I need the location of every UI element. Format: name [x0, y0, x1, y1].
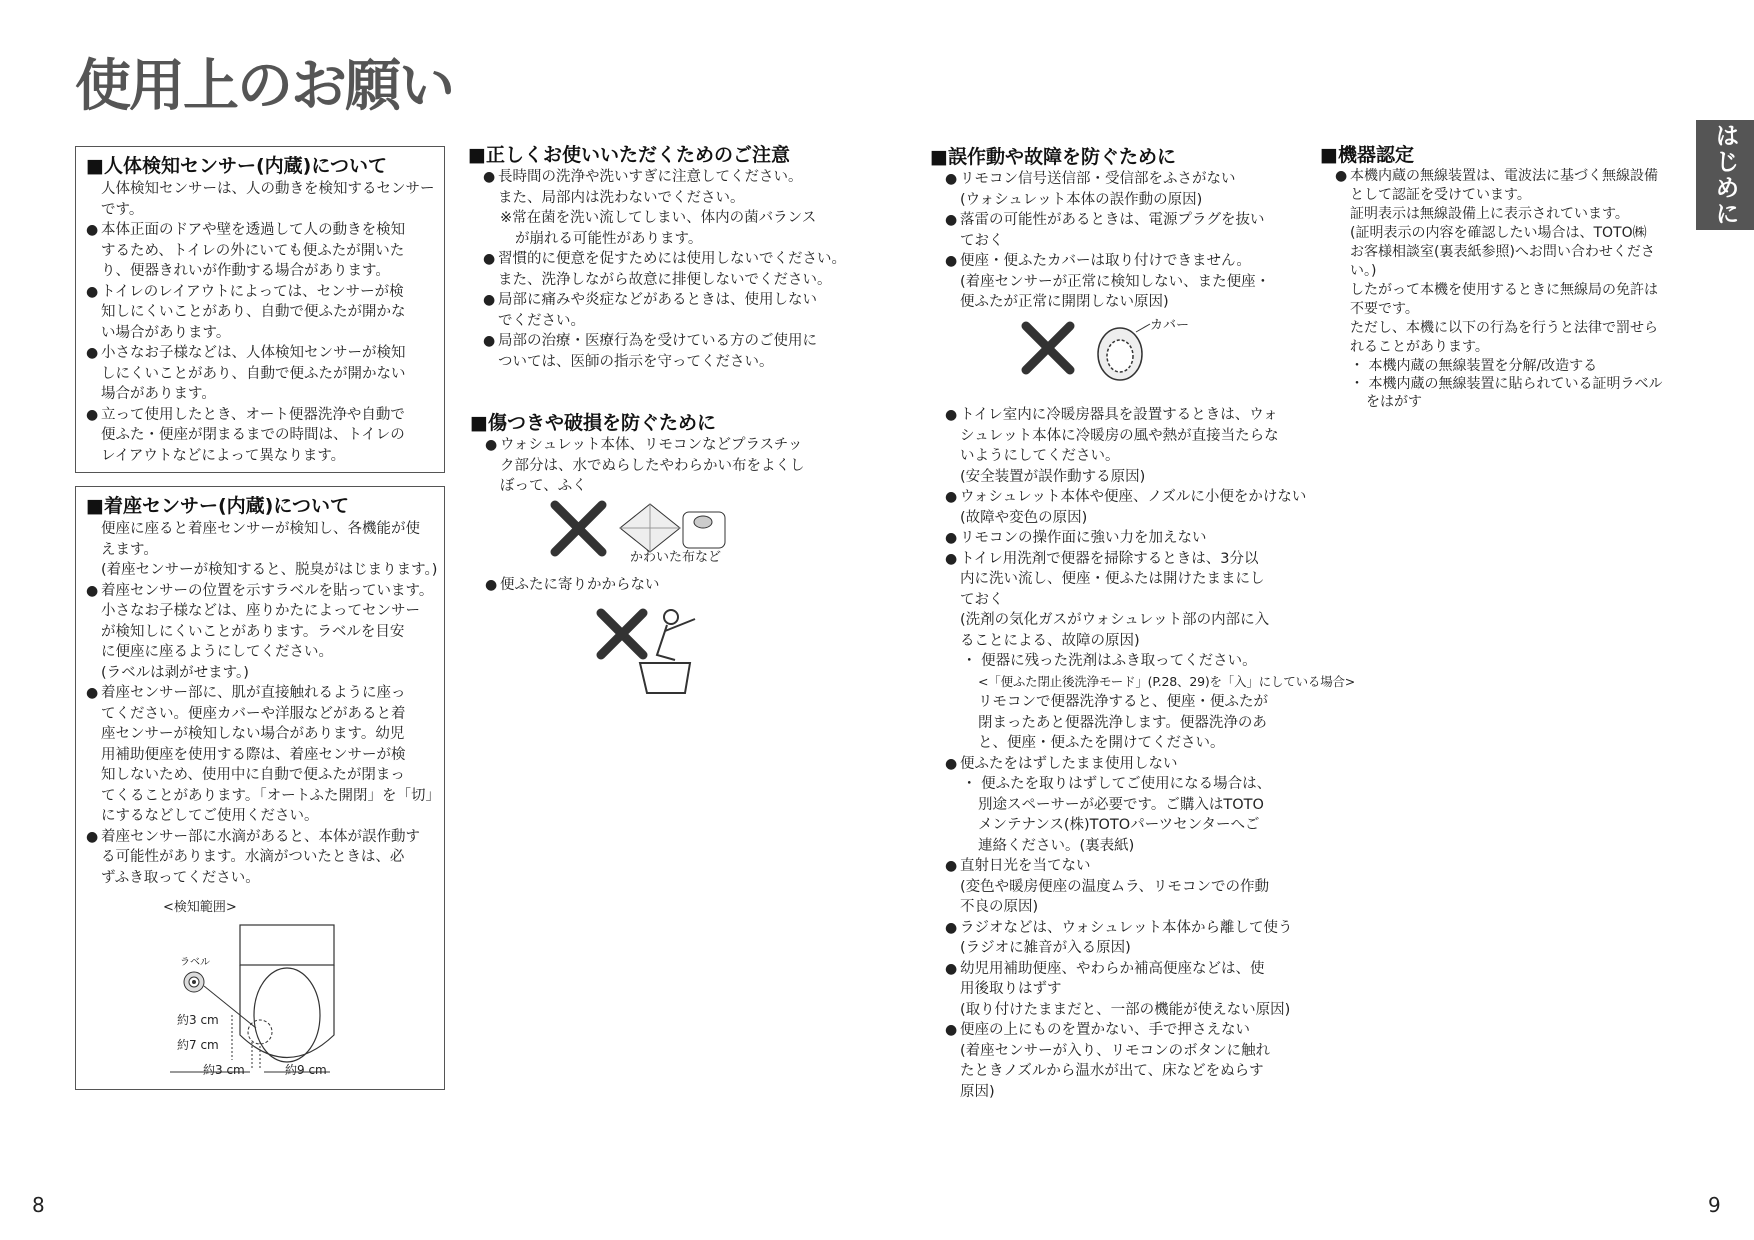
page-number-left: 8: [32, 1193, 45, 1217]
bullet: [468, 290, 828, 331]
no-lean-figure: [595, 605, 707, 695]
text-line: ※常在菌を洗い流してしまい、体内の菌バランス: [500, 210, 817, 226]
text-line: い場合があります。: [101, 324, 231, 341]
damage-prevention-section: [470, 411, 830, 497]
text-line: 場合があります。: [101, 386, 216, 402]
bullet: [930, 959, 1300, 1021]
no-lean-item: [470, 575, 830, 596]
text-line: ておく: [960, 232, 1004, 249]
dim-3cm-b: 約3 cm: [203, 1063, 245, 1077]
dim-9cm: 約9 cm: [285, 1063, 327, 1077]
text-line: ウォシュレット本体や便座、ノズルに小便をかけない: [960, 489, 1307, 505]
bullet-mark: ●: [86, 283, 99, 300]
text-line: 小さなお子様などは、座りかたによってセンサー: [101, 603, 420, 619]
text-line: が崩れる可能性があります。: [515, 230, 703, 247]
text-line: ぼって、ふく: [500, 478, 587, 494]
text-line: トイレ用洗剤で便器を掃除するときは、3分以: [960, 550, 1259, 567]
text-line: (安全装置が誤作動する原因): [960, 468, 1146, 485]
side-tab[interactable]: はじめに: [1696, 120, 1754, 230]
sub-item: [930, 774, 1300, 856]
bullet-mark: ●: [945, 919, 958, 936]
cover-caption: カバー: [1150, 318, 1190, 333]
text-line: 便ふたが正常に開閉しない原因): [960, 294, 1169, 310]
text-line: てくることがあります。「オートふた開閉」を「切」: [101, 787, 441, 804]
text-line: メンテナンス(株)TOTOパーツセンターへご: [978, 817, 1260, 833]
text-line: 習慣的に便意を促すためには使用しないでください。: [498, 251, 846, 267]
text-line: シュレット本体に冷暖房の風や熱が直接当たらな: [960, 427, 1279, 444]
bullet-mark: ●: [86, 828, 99, 845]
text-line: (着座センサーが正常に検知しない、また便座・: [960, 273, 1271, 290]
bullet-mark: ●: [945, 1022, 958, 1038]
text-line: 便ふたをはずしたまま使用しない: [960, 755, 1178, 772]
page-number-right: 9: [1708, 1193, 1721, 1217]
text-line: 長時間の洗浄や洗いすぎに注意してください。: [498, 169, 803, 185]
bullet-mark: ●: [1335, 168, 1348, 184]
bullet: [930, 405, 1300, 487]
text-line: 不良の原因): [960, 899, 1039, 915]
sub-text: [930, 692, 1300, 754]
malfunction-prevention-list: [930, 405, 1356, 1102]
list-item: ・ 本機内蔵の無線装置に貼られている証明ラベル: [1350, 376, 1663, 392]
text-line: 立って使用したとき、オート便器洗浄や自動で: [101, 406, 405, 423]
text-line: 局部の治療・医療行為を受けている方のご使用に: [498, 333, 817, 349]
text-line: お客様相談室(裏表紙参照)へお問い合わせくださ: [1350, 244, 1655, 260]
prohibited-x-icon: [1026, 326, 1070, 370]
bullet-mark: ●: [945, 253, 958, 269]
text-line: てください。便座カバーや洋服などがあると着: [101, 705, 406, 722]
text-line: リモコン信号送信部・受信部をふさがない: [960, 171, 1236, 187]
prohibited-x-icon: [601, 613, 643, 655]
bullet: [86, 405, 436, 467]
text-line: ・ 便ふたを取りはずしてご使用になる場合は、: [962, 776, 1272, 792]
intro-line: 便座に座ると着座センサーが検知し、各機能が使: [101, 521, 420, 537]
bullet: [930, 754, 1300, 775]
text-line: (証明表示の内容を確認したい場合は、TOTO㈱: [1350, 225, 1647, 241]
bullet-mark: ●: [86, 345, 99, 361]
text-line: しにくいことがあり、自動で便ふたが開かない: [101, 365, 406, 382]
bullet-mark: ●: [86, 406, 99, 423]
text-line: (取り付けたままだと、一部の機能が使えない原因): [960, 1001, 1291, 1018]
text-line: ついては、医師の指示を守ってください。: [498, 353, 774, 370]
text-line: 局部に痛みや炎症などがあるときは、使用しない: [498, 292, 817, 308]
malfunction-prevention-section: [930, 145, 1300, 313]
bullet-mark: ●: [485, 577, 498, 593]
text-line: 便座・便ふたカバーは取り付けできません。: [960, 253, 1251, 269]
text-line: 閉まったあと便器洗浄します。便器洗浄のあ: [978, 714, 1267, 731]
bullet: [930, 856, 1300, 918]
text-line: (ウォシュレット本体の誤作動の原因): [960, 191, 1203, 208]
bullet: [470, 575, 830, 596]
text-line: 用後取りはずす: [960, 981, 1062, 997]
bullet: [468, 331, 828, 372]
bullet: [930, 918, 1300, 959]
text-line: たときノズルから温水が出て、床などをぬらす: [960, 1063, 1264, 1079]
text-line: 内に洗い流し、便座・便ふたは開けたままにし: [960, 571, 1265, 587]
text-line: リモコンで便器洗浄すると、便座・便ふたが: [978, 694, 1268, 710]
text-line: 証明表示は無線設備上に表示されています。: [1350, 206, 1629, 222]
text-line: 別途スペーサーが必要です。ご購入はTOTO: [978, 796, 1264, 813]
certification-section: [1320, 143, 1690, 411]
text-line: ておく: [960, 591, 1004, 608]
text-line: ク部分は、水でぬらしたやわらかい布をよくし: [500, 457, 805, 474]
bullet: [468, 249, 846, 290]
list-item: をはがす: [1366, 394, 1422, 410]
bullet-mark: ●: [945, 755, 958, 772]
text-line: にするなどしてご使用ください。: [101, 808, 319, 824]
bullet: [86, 827, 436, 889]
sensor-area: [248, 1020, 272, 1044]
text-line: 本機内蔵の無線装置は、電波法に基づく無線設備: [1350, 168, 1658, 184]
text-line: 便座の上にものを置かない、手で押さえない: [960, 1022, 1250, 1038]
bullet-mark: ●: [945, 489, 958, 505]
text-line: 着座センサーの位置を示すラベルを貼っています。: [101, 582, 434, 599]
text-line: 不要です。: [1350, 301, 1419, 317]
bullet: [470, 435, 830, 497]
bullet: [930, 251, 1300, 313]
text-line: トイレ室内に冷暖房器具を設置するときは、ウォ: [960, 407, 1278, 423]
text-line: 知しないため、使用中に自動で便ふたが閉まっ: [101, 767, 405, 783]
bullet-mark: ●: [86, 222, 99, 238]
no-cover-figure: [1020, 318, 1160, 384]
text-line: トイレのレイアウトによっては、センサーが検: [101, 283, 404, 300]
bullet-mark: ●: [945, 960, 958, 977]
text-line: と、便座・便ふたを開けてください。: [978, 735, 1225, 751]
text-line: (着座センサーが入り、リモコンのボタンに触れ: [960, 1042, 1271, 1059]
section-heading: ■機器認定: [1320, 144, 1414, 166]
text-line: に便座に座るようにしてください。: [101, 644, 333, 660]
text-line: するため、トイレの外にいても便ふたが開いた: [101, 242, 405, 259]
intro-line: です。: [101, 201, 144, 218]
bullet-mark: ●: [86, 582, 99, 599]
text-line: (ラジオに雑音が入る原因): [960, 940, 1131, 956]
seat-cover-icon: [1098, 328, 1142, 380]
text-line: また、局部内は洗わないでください。: [498, 189, 745, 206]
tissue-roll-icon: [683, 512, 725, 548]
text-line: したがって本機を使用するときに無線局の免許は: [1350, 282, 1658, 298]
human-sensor-section: [75, 146, 445, 473]
text-line: が検知しにくいことがあります。ラベルを目安: [101, 623, 405, 640]
intro-line: えます。: [101, 541, 158, 558]
section-heading: ■正しくお使いいただくためのご注意: [468, 144, 790, 166]
text-line: ラジオなどは、ウォシュレット本体から離して使う: [960, 919, 1293, 936]
bullet: [86, 581, 436, 684]
bullet: [930, 487, 1307, 528]
text-line: (洗剤の気化ガスがウォシュレット部の内部に入: [960, 612, 1270, 628]
text-line: 小さなお子様などは、人体検知センサーが検知: [101, 345, 406, 361]
text-line: 幼児用補助便座、やわらか補高便座などは、使: [960, 960, 1265, 977]
text-line: ただし、本機に以下の行為を行うと法律で罰せら: [1350, 320, 1658, 336]
cloth-caption: かわいた布など: [630, 550, 722, 565]
dim-3cm-a: 約3 cm: [177, 1013, 219, 1027]
bullet: [86, 683, 441, 827]
seat-diagram: [170, 920, 350, 1080]
bullet: [930, 528, 1300, 549]
section-heading: ■誤作動や故障を防ぐために: [930, 146, 1176, 168]
range-label: <検知範囲>: [163, 900, 237, 915]
section-heading: ■傷つきや破損を防ぐために: [470, 412, 716, 434]
dim-7cm: 約7 cm: [177, 1038, 219, 1052]
text-line: レイアウトなどによって異なります。: [101, 447, 346, 464]
bullet-mark: ●: [945, 550, 958, 567]
leaning-person-icon: [640, 610, 695, 693]
tank-outline: [240, 925, 334, 965]
text-line: い。): [1350, 263, 1377, 279]
bullet-mark: ●: [86, 685, 99, 701]
text-line: れることがあります。: [1350, 339, 1489, 355]
section-heading: ■着座センサー(内蔵)について: [86, 495, 349, 517]
text-line: 用補助便座を使用する際は、着座センサーが検: [101, 746, 406, 763]
text-line: (ラベルは剥がせます。): [101, 664, 249, 681]
bullet: [468, 167, 828, 208]
cert-items: [1320, 357, 1690, 411]
usage-caution-section: [468, 143, 846, 372]
bullet: [86, 282, 436, 344]
list-item: ・ 本機内蔵の無線装置を分解/改造する: [1350, 358, 1598, 374]
text-line: 便ふたに寄りかからない: [500, 577, 660, 593]
text-line: 連絡ください。(裏表紙): [978, 837, 1135, 854]
text-line: また、洗浄しながら故意に排便しないでください。: [498, 271, 832, 288]
bullet-mark: ●: [483, 333, 496, 349]
section-heading: ■人体検知センサー(内蔵)について: [86, 155, 387, 177]
bullet: [930, 210, 1300, 251]
bullet-mark: ●: [483, 251, 496, 267]
prohibited-x-icon: [555, 505, 602, 552]
text-line: り、便器きれいが作動する場合があります。: [101, 263, 390, 279]
text-line: ずふき取ってください。: [101, 869, 260, 886]
text-line: (故障や変色の原因): [960, 509, 1088, 526]
text-line: 便ふた・便座が閉まるまでの時間は、トイレの: [101, 427, 405, 443]
note: [468, 208, 828, 249]
page-title: 使用上のお願い: [75, 54, 453, 119]
bullet: [86, 220, 436, 282]
text-line: 知しにくいことがあり、自動で便ふたが開かな: [101, 304, 406, 320]
label-tag: ラベル: [180, 957, 210, 968]
bullet: [930, 549, 1300, 652]
text-line: 着座センサー部に、肌が直接触れるように座っ: [101, 685, 406, 701]
text-line: でください。: [498, 312, 585, 329]
text-line: いようにしてください。: [960, 448, 1120, 464]
text-line: ることによる、故障の原因): [960, 632, 1140, 649]
text-line: (変色や暖房便座の温度ムラ、リモコンでの作動: [960, 878, 1269, 895]
text-line: 座センサーが検知しない場合があります。幼児: [101, 726, 405, 742]
intro-line: (着座センサーが検知すると、脱臭がはじまります。): [101, 562, 438, 578]
bullet: [86, 343, 436, 405]
text-line: 原因): [960, 1083, 995, 1100]
text-line: ウォシュレット本体、リモコンなどプラスチッ: [500, 437, 803, 453]
text-line: リモコンの操作面に強い力を加えない: [960, 530, 1207, 546]
bullet-mark: ●: [483, 292, 496, 308]
text-line: 着座センサー部に水滴があると、本体が誤作動す: [101, 828, 420, 845]
text-line: として認証を受けています。: [1350, 187, 1531, 203]
bullet: [930, 169, 1300, 210]
bullet: [930, 1020, 1300, 1102]
bullet-mark: ●: [945, 212, 958, 228]
intro-line: 人体検知センサーは、人の動きを検知するセンサー: [101, 181, 435, 197]
text-line: 落雷の可能性があるときは、電源プラグを抜い: [960, 212, 1265, 228]
mode-note: <「便ふた閉止後洗浄モード」(P.28、29)を「入」にしている場合>: [978, 673, 1356, 689]
bowl-outline: [254, 968, 320, 1062]
text-line: 本体正面のドアや壁を透過して人の動きを検知: [101, 222, 406, 238]
bullet: [1320, 167, 1690, 357]
bullet-mark: ●: [485, 437, 498, 453]
bullet-mark: ●: [483, 169, 496, 185]
text-line: 直射日光を当てない: [960, 858, 1091, 874]
bullet-mark: ●: [945, 858, 958, 874]
bullet-mark: ●: [945, 171, 958, 187]
text-line: る可能性があります。水滴がついたときは、必: [101, 849, 405, 865]
sub-item: ・ 便器に残った洗剤はふき取ってください。: [962, 653, 1257, 669]
bullet-mark: ●: [945, 407, 958, 423]
bullet-mark: ●: [945, 530, 958, 546]
